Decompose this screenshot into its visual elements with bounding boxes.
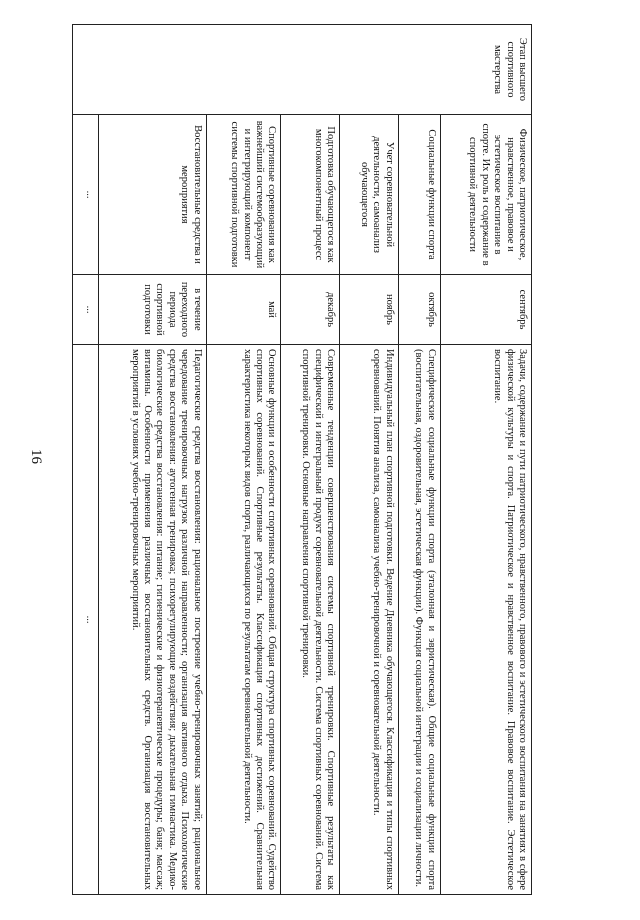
content-cell: ... bbox=[73, 345, 99, 895]
topic-cell: Учет соревновательной деятельности, самоанализ обучающегося bbox=[340, 115, 399, 275]
month-cell: ... bbox=[73, 275, 99, 345]
topic-cell: Восстановительные средства и мероприятия bbox=[98, 115, 206, 275]
topic-cell: Социальные функции спорта bbox=[398, 115, 440, 275]
topic-cell: Физическое, патриотическое, нравственное, правовое и эстетическое воспитание в спорте. Их роль и содержание в спортивной деятельности bbox=[440, 115, 531, 275]
month-cell: октябрь bbox=[398, 275, 440, 345]
topic-cell: Подготовка обучающегося как многокомпонентный процесс bbox=[281, 115, 340, 275]
table-row bbox=[73, 25, 99, 895]
table-row bbox=[206, 25, 281, 895]
month-cell: сентябрь bbox=[440, 275, 531, 345]
content-cell: Современные тенденции совершенствования системы спортивной тренировки. Спортивные результаты как специфический и интегральный продукт соревновательной деятельности. Система спортивных соревнований. Система спортивной тренировки. Основные направления спортивной тренировки. bbox=[281, 345, 340, 895]
content-cell: Индивидуальный план спортивной подготовки. Ведение Дневника обучающегося. Классификация и типы спортивных соревнований. Понятия анализа, самоанализа учебно-тренировочной и соревновательной деятельности. bbox=[340, 345, 399, 895]
table-row bbox=[98, 25, 206, 895]
content-cell: Специфические социальные функции спорта (эталонная и эвристическая). Общие социальные функции спорта (воспитательная, оздоровительная, эстетическая функции). Функция социальной интеграции и социализации личности. bbox=[398, 345, 440, 895]
content-cell: Основные функции и особенности спортивных соревнований. Общая структура спортивных соревнований. Судейство спортивных соревнований. Спортивные результаты. Классификация спортивных достижений. Сравнительная характеристика некоторых видов спорта, различающихся по результатам соревновательной деятельности. bbox=[206, 345, 281, 895]
month-cell: декабрь bbox=[281, 275, 340, 345]
topic-cell: ... bbox=[73, 115, 99, 275]
program-sheet bbox=[72, 24, 532, 894]
stage-cell: Этап высшего спортивного мастерства bbox=[73, 25, 532, 115]
topic-cell: Спортивные соревнования как важнейший системообразующий и интегрирующий компонент системы спортивной подготовки bbox=[206, 115, 281, 275]
month-cell: май bbox=[206, 275, 281, 345]
table-row bbox=[440, 25, 531, 895]
month-cell: в течение переходного периода спортивной подготовки bbox=[98, 275, 206, 345]
table-row bbox=[340, 25, 399, 895]
month-cell: ноябрь bbox=[340, 275, 399, 345]
page-number: 16 bbox=[28, 449, 44, 464]
program-table bbox=[72, 24, 532, 895]
content-cell: Педагогические средства восстановления: рациональное построение учебно-тренировочных занятий; рациональное чередование тренировочных нагрузок различной направленности; организация активного отдыха. Психологические средства восстановления: аутогенная тренировка; психорегулирующие воздействия; дыхательная гимнастика. Медико-биологические средства восстановления: питание; гигиенические и физиотерапевтические процедуры; баня; массаж; витамины. Особенности применения различных восстановительных средств. Организация восстановительных мероприятий в условиях учебно-тренировочных мероприятий. bbox=[98, 345, 206, 895]
content-cell: Задачи, содержание и пути патриотического, нравственного, правового и эстетического воспитания на занятиях в сфере физической культуры и спорта. Патриотическое и нравственное воспитание. Правовое воспитание. Эстетическое воспитание. bbox=[440, 345, 531, 895]
table-row bbox=[281, 25, 340, 895]
table-row bbox=[398, 25, 440, 895]
